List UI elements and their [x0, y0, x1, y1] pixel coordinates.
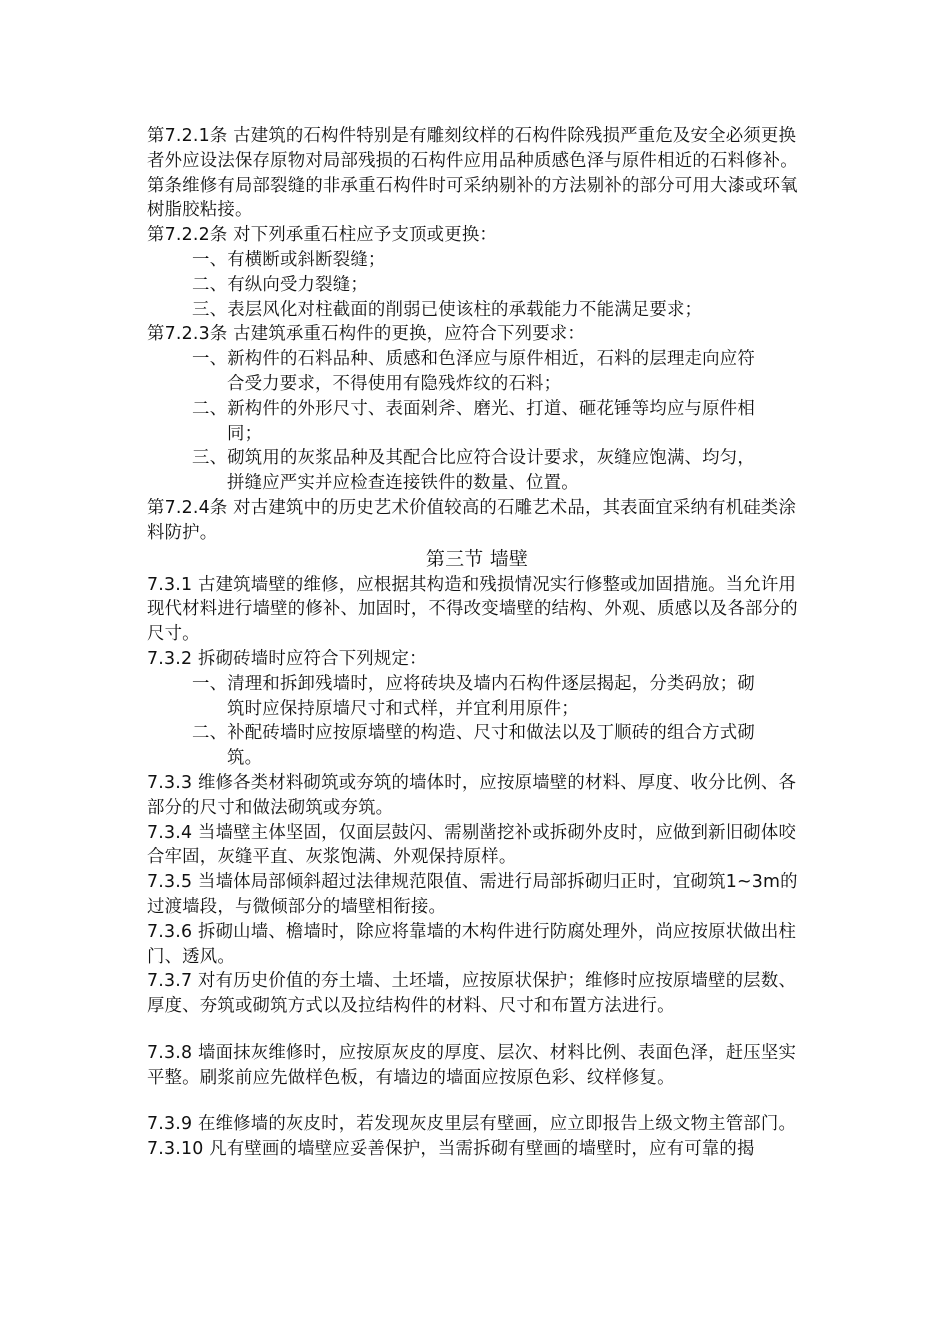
clause-7-3-10: 7.3.10 凡有壁画的墙壁应妥善保护，当需拆砌有壁画的墙壁时，应有可靠的揭	[147, 1139, 755, 1160]
clause-7-3-4: 7.3.4 当墙壁主体坚固，仅面层鼓闪、需剔凿挖补或拆砌外皮时，应做到新旧砌体咬合牢固，灰缝平直、灰浆饱满、外观保持原样。	[147, 822, 797, 868]
list-item-num: 三、	[192, 448, 228, 469]
clause-7-3-2-title: 7.3.2 拆砌砖墙时应符合下列规定：	[147, 648, 427, 669]
list-item	[147, 721, 807, 771]
spacer	[147, 1090, 807, 1112]
list-item-num: 二、	[192, 274, 228, 295]
list-item-text: 砌筑用的灰浆品种及其配合比应符合设计要求，灰缝应饱满、均匀，	[227, 448, 755, 469]
clause-7-3-7: 7.3.7 对有历史价值的夯土墙、土坯墙，应按原状保护；维修时应按原墙壁的层数、厚度、夯筑或砌筑方式以及拉结构件的材料、尺寸和布置方法进行。	[147, 971, 797, 1017]
section-heading: 第三节 墙壁	[425, 547, 529, 570]
list-item-num: 一、	[192, 249, 228, 270]
list-item	[147, 446, 807, 496]
clause-7-3-6: 7.3.6 拆砌山墙、檐墙时，除应将靠墙的木构件进行防腐处理外，尚应按原状做出柱门、透风。	[147, 921, 797, 967]
list-item	[147, 273, 807, 298]
list-item-text: 清理和拆卸残墙时，应将砖块及墙内石构件逐层揭起，分类码放；砌	[227, 673, 755, 694]
document-body	[147, 124, 807, 1162]
clause-7-3-9: 7.3.9 在维修墙的灰皮时，若发现灰皮里层有壁画，应立即报告上级文物主管部门。	[147, 1114, 797, 1135]
list-item	[147, 397, 807, 447]
list-item	[147, 672, 807, 722]
article-7-2-3-title: 第7.2.3条 古建筑承重石构件的更换，应符合下列要求：	[147, 324, 585, 345]
list-item-text-cont: 合受力要求，不得使用有隐残炸纹的石料；	[227, 373, 562, 394]
list-item	[147, 298, 807, 323]
list-item-text: 有纵向受力裂缝；	[227, 274, 368, 295]
list-item-num: 一、	[192, 349, 228, 370]
list-item	[147, 248, 807, 273]
clause-7-3-5: 7.3.5 当墙体局部倾斜超过法律规范限值、需进行局部拆砌归正时，宜砌筑1~3m的过渡墙段，与微倾部分的墙壁相衔接。	[147, 872, 798, 917]
article-7-2-4: 第7.2.4条 对古建筑中的历史艺术价值较高的石雕艺术品，其表面宜采纳有机硅类涂料防护。	[147, 497, 797, 543]
list-item-text: 新构件的外形尺寸、表面剁斧、磨光、打道、砸花锤等均应与原件相	[227, 398, 755, 419]
article-crack-repair: 第条维修有局部裂缝的非承重石构件时可采纳剔补的方法剔补的部分可用大漆或环氧树脂胶粘接。	[147, 175, 798, 221]
clause-7-3-1: 7.3.1 古建筑墙壁的维修，应根据其构造和残损情况实行修整或加固措施。当允许用现代材料进行墙壁的修补、加固时，不得改变墙壁的结构、外观、质感以及各部分的尺寸。	[147, 574, 798, 645]
list-item-num: 三、	[192, 299, 228, 320]
clause-7-3-8: 7.3.8 墙面抹灰维修时，应按原灰皮的厚度、层次、材料比例、表面色泽，赶压坚实平整。刷浆前应先做样色板，有墙边的墙面应按原色彩、纹样修复。	[147, 1042, 797, 1088]
list-item-text-cont: 拼缝应严实并应检查连接铁件的数量、位置。	[227, 473, 579, 494]
list-item-text: 表层风化对柱截面的削弱已使该柱的承载能力不能满足要求；	[227, 299, 703, 320]
list-item-text-cont: 筑时应保持原墙尺寸和式样，并宜利用原件；	[227, 698, 579, 719]
article-7-2-2-title: 第7.2.2条 对下列承重石柱应予支顶或更换：	[147, 225, 498, 246]
list-item-text-cont: 筑。	[227, 748, 263, 769]
list-item-text: 补配砖墙时应按原墙壁的构造、尺寸和做法以及丁顺砖的组合方式砌	[227, 723, 755, 744]
list-item-text: 有横断或斜断裂缝；	[227, 249, 386, 270]
article-7-2-1: 第7.2.1条 古建筑的石构件特别是有雕刻纹样的石构件除残损严重危及安全必须更换者外应设法保存原物对局部残损的石构件应用品种质感色泽与原件相近的石料修补。	[147, 126, 798, 171]
list-item-text: 新构件的石料品种、质感和色泽应与原件相近，石料的层理走向应符	[227, 349, 755, 370]
list-item	[147, 347, 807, 397]
list-item-num: 二、	[192, 398, 228, 419]
list-item-num: 一、	[192, 673, 228, 694]
list-item-text-cont: 同；	[227, 423, 263, 444]
list-item-num: 二、	[192, 723, 228, 744]
spacer	[147, 1019, 807, 1041]
clause-7-3-3: 7.3.3 维修各类材料砌筑或夯筑的墙体时，应按原墙壁的材料、厚度、收分比例、各部分的尺寸和做法砌筑或夯筑。	[147, 772, 797, 818]
